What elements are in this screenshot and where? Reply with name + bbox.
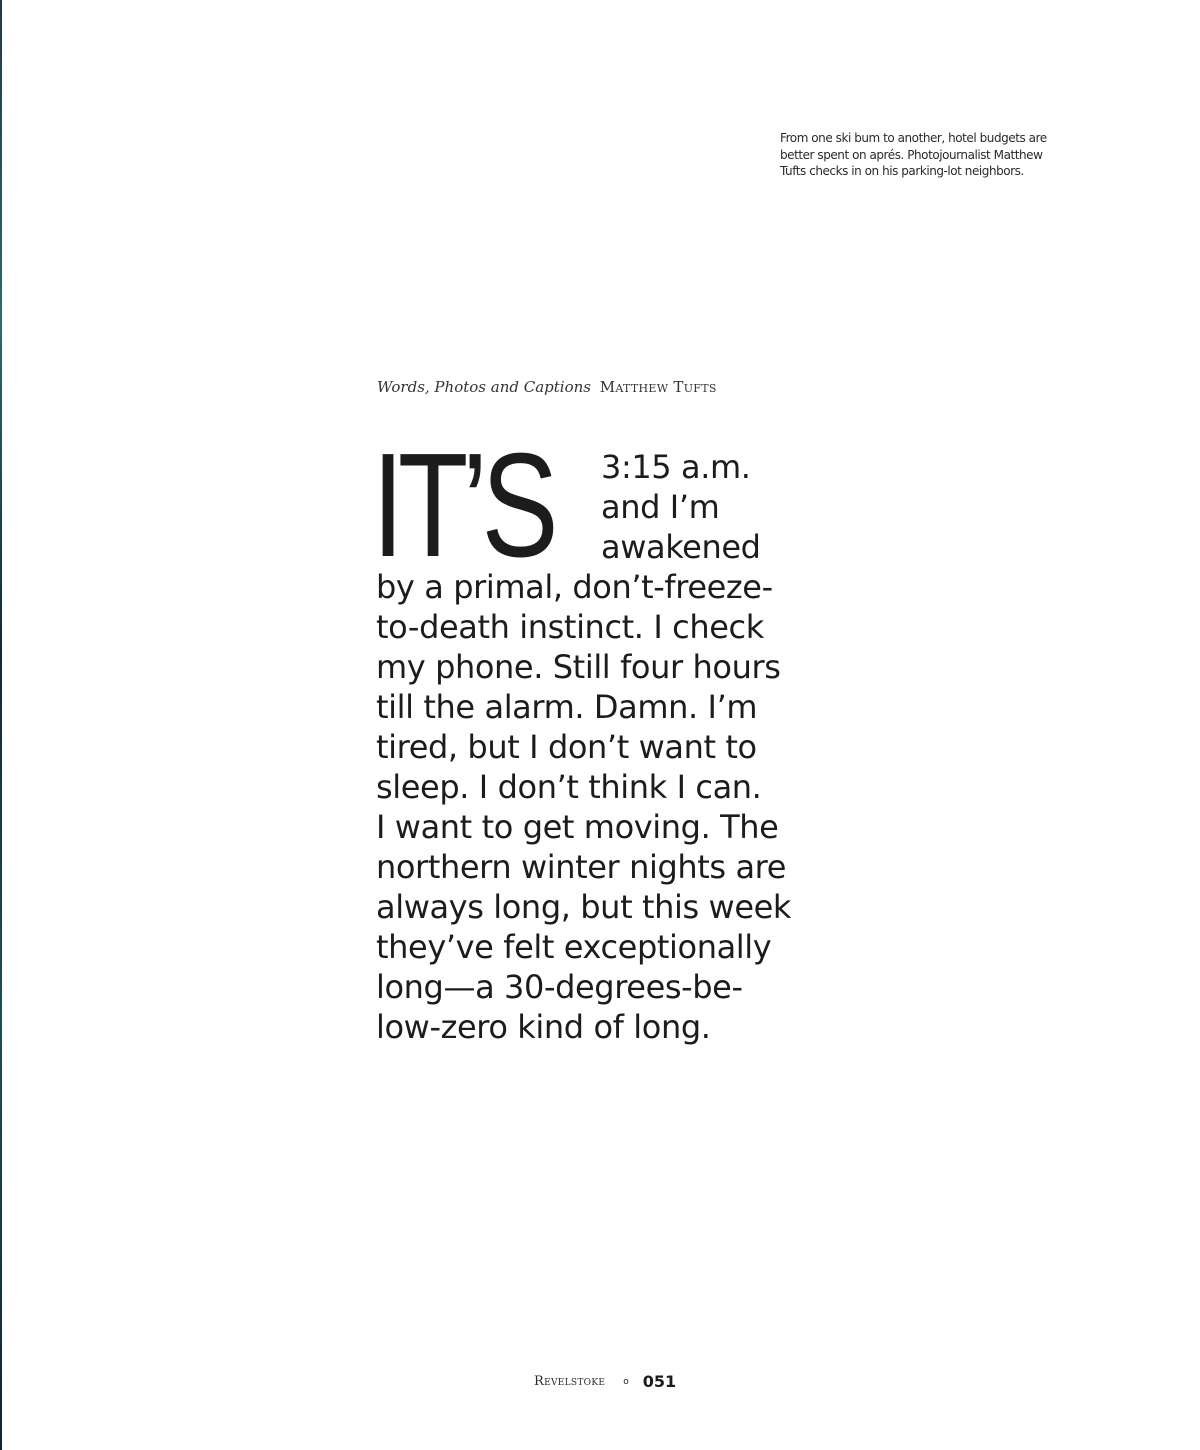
body-line: I want to get moving. The [376,808,779,846]
body-line: they’ve felt exceptionally [376,928,772,966]
body-line: low-zero kind of long. [376,1008,711,1046]
body-line: sleep. I don’t think I can. [376,768,762,806]
folio-separator: o [623,1376,629,1387]
body-line: till the alarm. Damn. I’m [376,688,758,726]
page-number: 051 [642,1372,677,1391]
deck-line: Tufts checks in on his parking-lot neighbors. [780,164,1024,178]
page-edge-strip [0,0,2,1450]
article-deck [780,130,1080,180]
body-line: to-death instinct. I check [376,608,764,646]
magazine-name: Revelstoke [534,1374,606,1389]
page-footer [534,1372,676,1391]
body-line: long—a 30-degrees-be- [376,968,743,1006]
byline-author: Matthew Tufts [599,378,717,396]
body-line: and I’m [601,488,720,526]
deck-line: From one ski bum to another, hotel budgets are [780,131,1047,145]
body-line: awakened [601,528,761,566]
body-line: tired, but I don’t want to [376,728,757,766]
drop-cap: IT’S [372,423,553,588]
article-body [376,447,836,1047]
byline-label: Words, Photos and Captions [377,378,591,396]
byline [377,378,717,396]
body-line: always long, but this week [376,888,792,926]
body-line: by a primal, don’t-freeze- [376,568,773,606]
body-line: my phone. Still four hours [376,648,781,686]
deck-line: better spent on aprés. Photojournalist Matthew [780,147,1043,162]
body-line: northern winter nights are [376,848,786,886]
body-line: 3:15 a.m. [601,448,751,486]
